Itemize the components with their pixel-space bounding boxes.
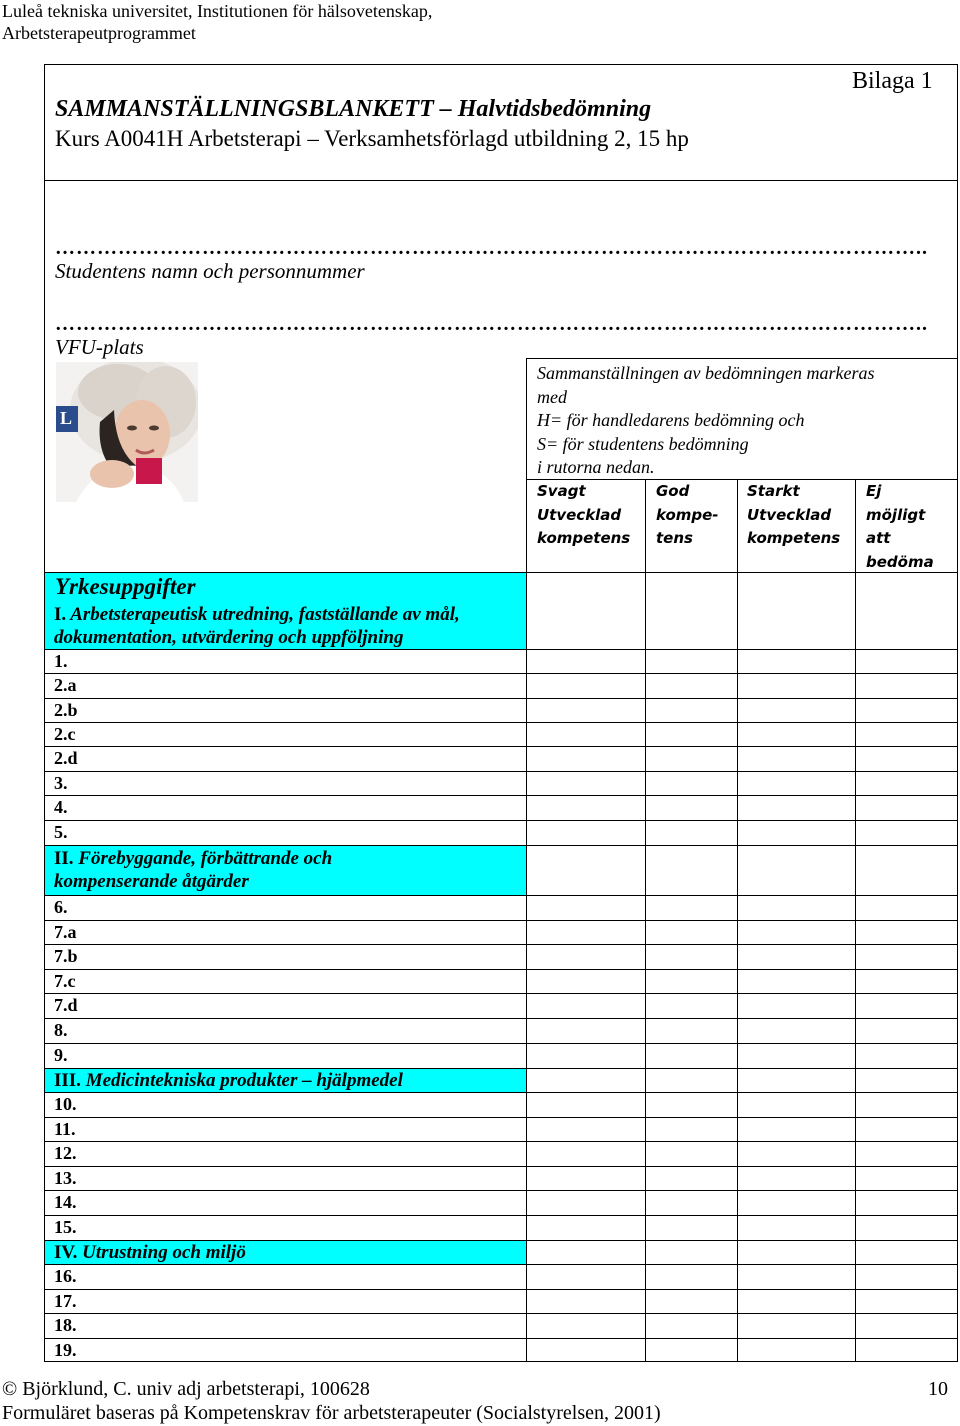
col-header-weak: Svagt Utvecklad kompetens xyxy=(537,482,631,547)
row-divider xyxy=(45,944,957,945)
row-label: 4. xyxy=(54,797,68,817)
row-label: 15. xyxy=(54,1217,77,1237)
vfu-place-label: VFU-plats xyxy=(55,335,144,359)
tasks-heading: Yrkesuppgifter xyxy=(55,574,196,599)
row-label: 16. xyxy=(54,1266,77,1286)
col-header-not-assessable: Ej möjligt att bedöma xyxy=(866,482,934,571)
row-label: 7.d xyxy=(54,995,78,1015)
row-label: 18. xyxy=(54,1315,77,1335)
row-label: 11. xyxy=(54,1119,76,1139)
row-divider xyxy=(45,1240,957,1241)
section-4-title: IV. Utrustning och miljö xyxy=(54,1242,246,1263)
row-divider xyxy=(45,820,957,821)
row-divider xyxy=(45,649,957,650)
row-divider xyxy=(45,1043,957,1044)
form-title: SAMMANSTÄLLNINGSBLANKETT – Halvtidsbedömning xyxy=(55,96,652,122)
row-label: 5. xyxy=(54,822,68,842)
footer-author: © Björklund, C. univ adj arbetsterapi, 100628 xyxy=(2,1378,370,1400)
row-label: 2.c xyxy=(54,724,76,744)
row-divider xyxy=(45,969,957,970)
row-divider xyxy=(45,1338,957,1339)
title-divider xyxy=(45,180,957,181)
row-label: 2.b xyxy=(54,700,78,720)
row-label: 7.c xyxy=(54,971,76,991)
row-divider xyxy=(45,1117,957,1118)
row-label: 9. xyxy=(54,1045,68,1065)
legend-top-line xyxy=(526,358,957,359)
row-divider xyxy=(45,1289,957,1290)
row-label: 1. xyxy=(54,651,68,671)
woman-photo-icon xyxy=(56,362,198,502)
row-divider xyxy=(45,993,957,994)
row-label: 14. xyxy=(54,1192,77,1212)
row-divider xyxy=(45,1190,957,1191)
legend-text: Sammanställningen av bedömningen markeras med H= för handledarens bedömning och S= för studentens bedömning i rutorna nedan. xyxy=(537,363,875,477)
grid-left-line xyxy=(526,358,527,1362)
row-divider xyxy=(45,795,957,796)
row-divider xyxy=(45,673,957,674)
row-divider xyxy=(45,1313,957,1314)
student-name-label: Studentens namn och personnummer xyxy=(55,259,365,283)
course-title: Kurs A0041H Arbetsterapi – Verksamhetsförlagd utbildning 2, 15 hp xyxy=(55,126,689,151)
section-3-title: III. Medicintekniska produkter – hjälpmedel xyxy=(54,1070,403,1091)
row-divider xyxy=(45,698,957,699)
row-label: 10. xyxy=(54,1094,77,1114)
row-divider xyxy=(45,1018,957,1019)
page-number: 10 xyxy=(928,1378,948,1400)
student-dotline[interactable]: …………………………………………………………………………………………………………….. xyxy=(55,237,928,259)
row-divider xyxy=(45,920,957,921)
logo-letter: L xyxy=(60,408,73,428)
row-label: 2.d xyxy=(54,748,78,768)
institution-line: Luleå tekniska universitet, Institutionen för hälsovetenskap, xyxy=(2,1,433,21)
row-divider xyxy=(45,1215,957,1216)
row-label: 13. xyxy=(54,1168,77,1188)
row-label: 8. xyxy=(54,1020,68,1040)
row-label: 19. xyxy=(54,1340,77,1360)
row-divider xyxy=(45,1068,957,1069)
program-line: Arbetsterapeutprogrammet xyxy=(2,23,196,43)
row-label: 12. xyxy=(54,1143,77,1163)
footer-basis: Formuläret baseras på Kompetenskrav för arbetsterapeuter (Socialstyrelsen, 2001) xyxy=(2,1402,661,1424)
row-divider xyxy=(45,1264,957,1265)
university-photo xyxy=(56,362,198,502)
row-label: 7.b xyxy=(54,946,78,966)
row-divider xyxy=(45,1141,957,1142)
row-divider xyxy=(45,722,957,723)
bilaga-label: Bilaga 1 xyxy=(852,68,933,94)
row-divider xyxy=(45,1166,957,1167)
row-label: 3. xyxy=(54,773,68,793)
col-header-strong: Starkt Utvecklad kompetens xyxy=(747,482,841,547)
row-divider xyxy=(45,771,957,772)
table-top-line xyxy=(45,572,957,573)
row-divider xyxy=(45,895,957,896)
section-1-title: I. Arbetsterapeutisk utredning, fastställande av mål, dokumentation, utvärdering och uppföljning xyxy=(54,604,460,648)
col-header-good: God kompe- tens xyxy=(656,482,719,547)
row-label: 2.a xyxy=(54,675,77,695)
row-divider xyxy=(45,1092,957,1093)
row-label: 6. xyxy=(54,897,68,917)
row-divider xyxy=(45,746,957,747)
row-divider xyxy=(45,845,957,846)
section-2-title: II. Förebyggande, förbättrande och kompenserande åtgärder xyxy=(54,848,333,892)
vfu-dotline[interactable]: …………………………………………………………………………………………………………….. xyxy=(55,313,928,335)
row-label: 7.a xyxy=(54,922,77,942)
row-label: 17. xyxy=(54,1291,77,1311)
